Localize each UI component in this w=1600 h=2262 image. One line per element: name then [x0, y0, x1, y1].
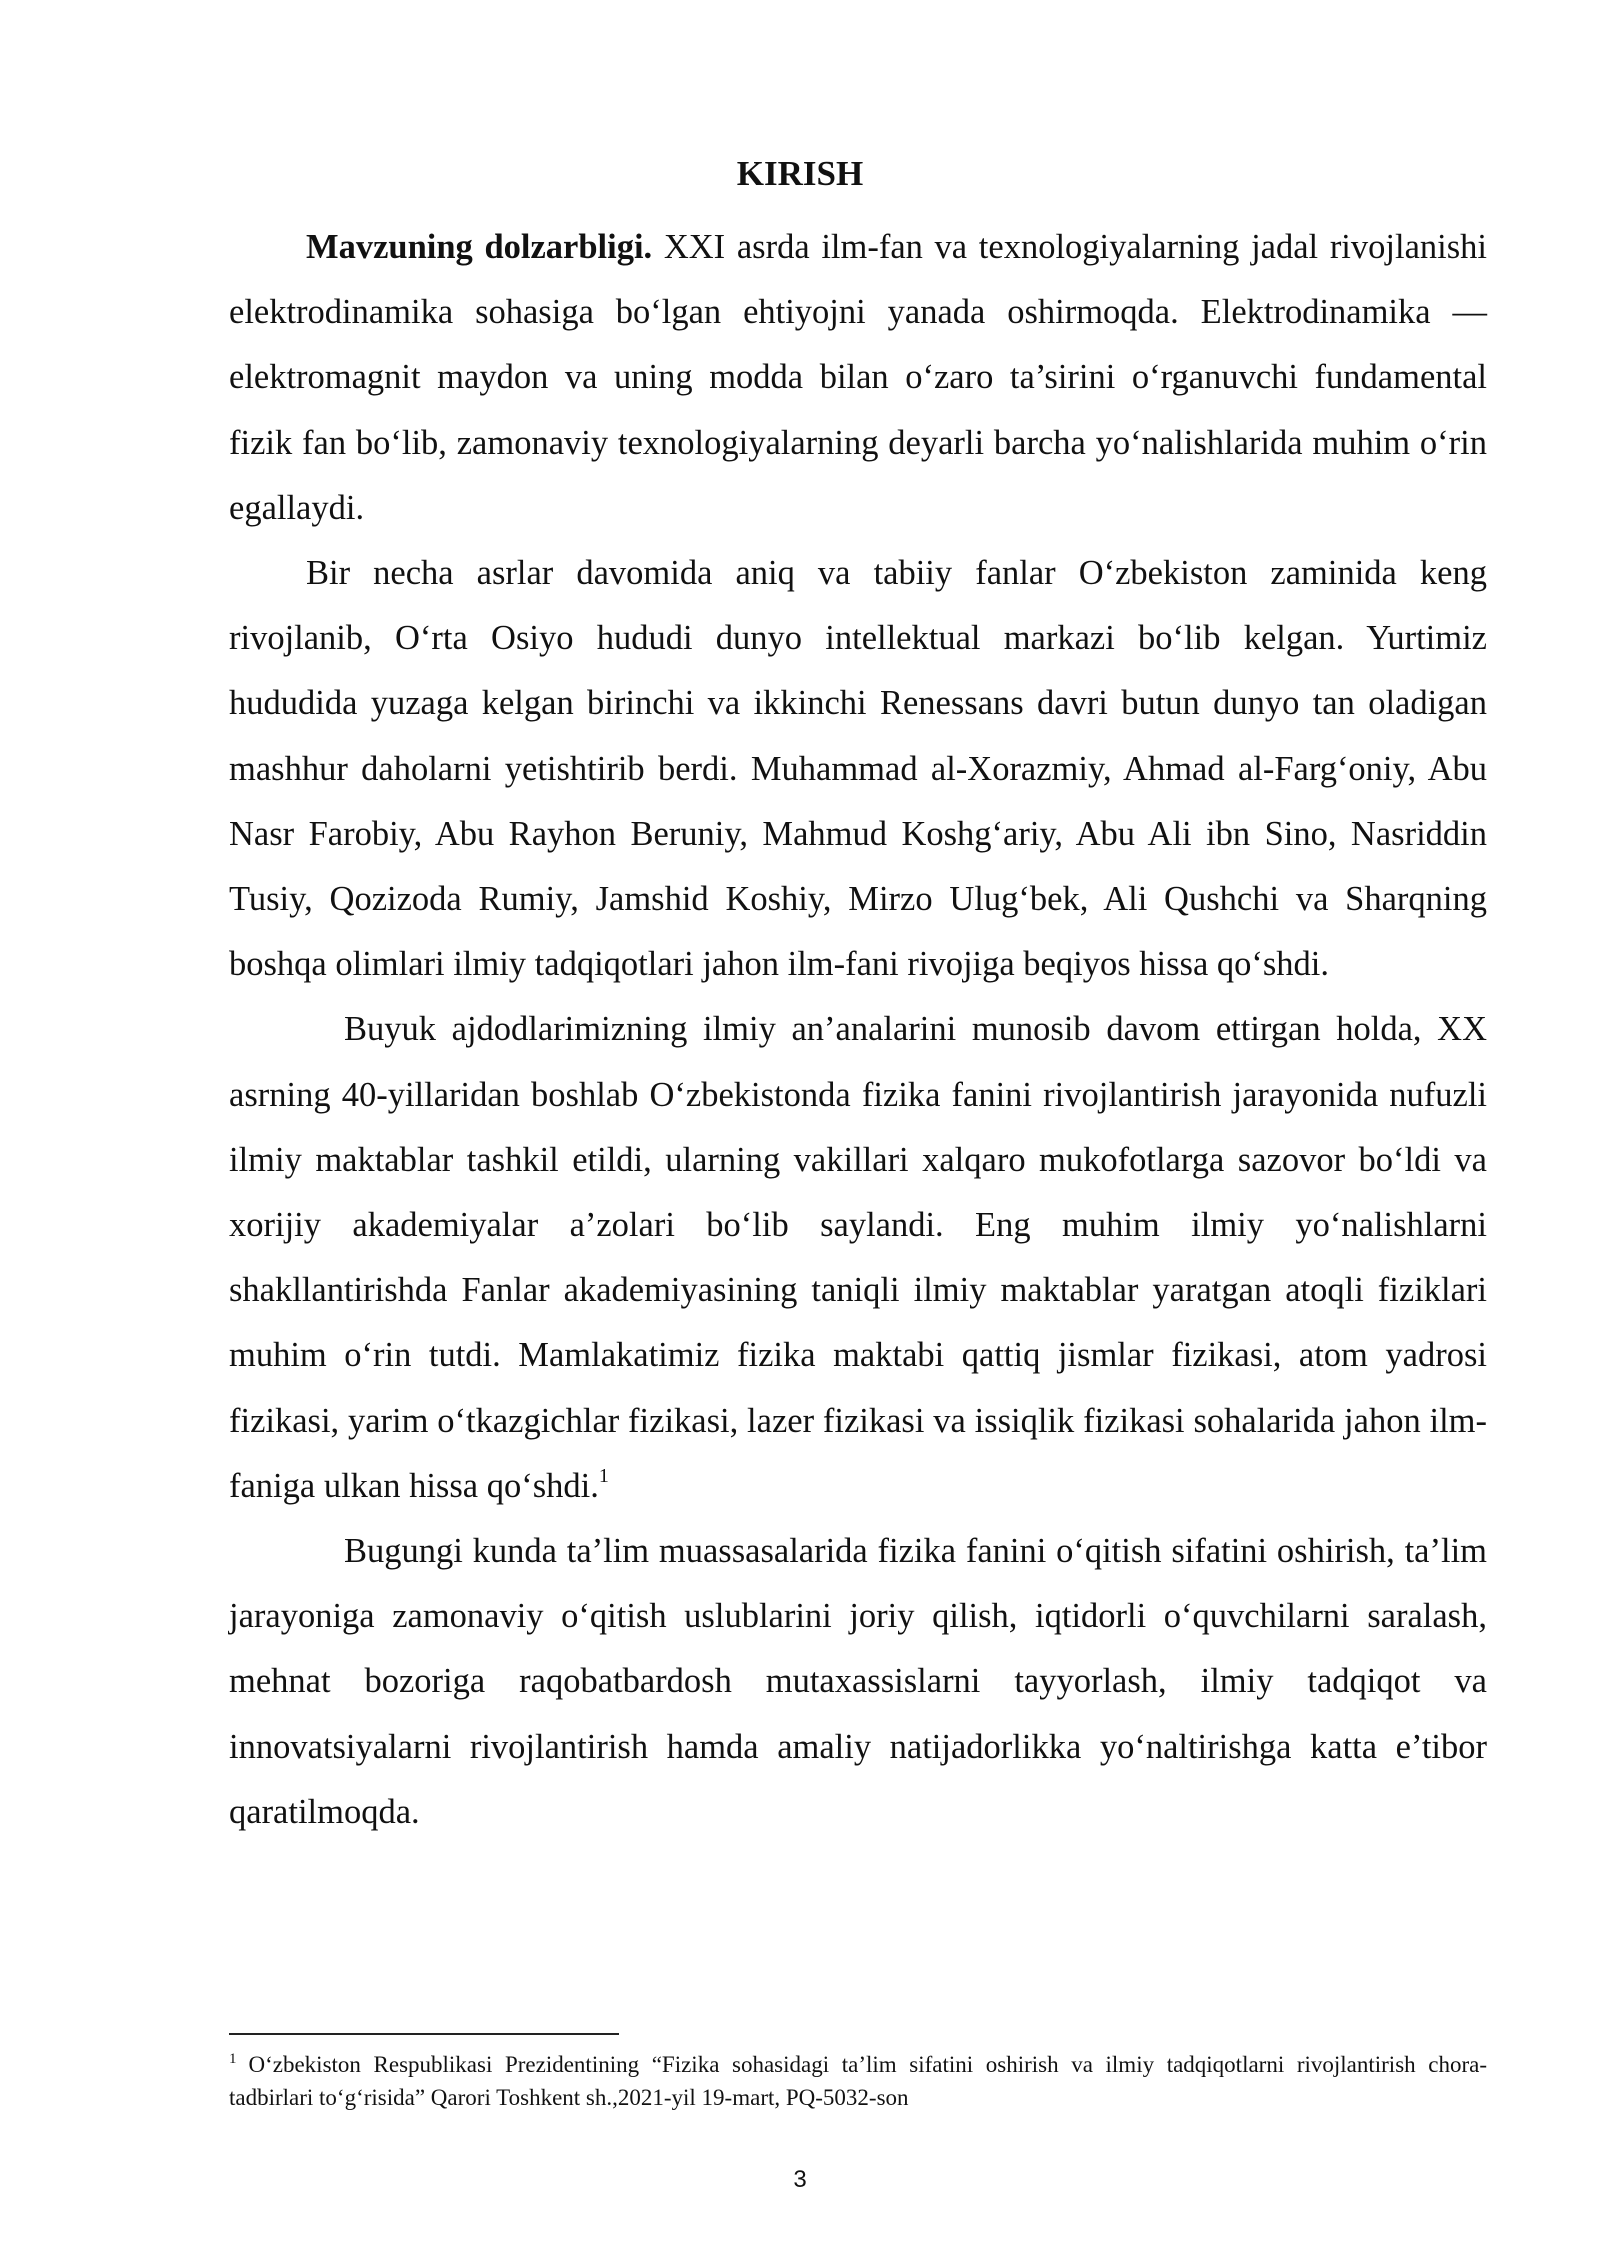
paragraph-lead-title: Mavzuning dolzarbligi. — [306, 228, 653, 266]
paragraph-physics-schools-text: Buyuk ajdodlarimizning ilmiy an’analarini munosib davom ettirgan holda, XX asrning 40-yillaridan boshlab O‘zbekistonda fizika fanini rivojlantirish jarayonida nufuzli ilmiy maktablar tashkil etildi, ularning vakillari xalqaro mukofotlarga sazovor bo‘ldi va xorijiy akademiyalar a’zolari bo‘lib saylandi. Eng muhim ilmiy yo‘nalishlarni shakllantirishda Fanlar akademiyasining taniqli ilmiy maktablar yaratgan atoqli fiziklari muhim o‘rin tutdi. Mamlakatimiz fizika maktabi qattiq jismlar fizikasi, atom yadrosi fizikasi, yarim o‘tkazgichlar fizikasi, lazer fizikasi va issiqlik fizikasi sohalarida jahon ilm-faniga ulkan hissa qo‘shdi. — [229, 1010, 1487, 1505]
body-text — [229, 215, 1487, 1845]
page-number: 3 — [793, 2166, 807, 2193]
footnote-divider — [229, 2033, 619, 2035]
paragraph-relevance-text: XXI asrda ilm-fan va texnologiyalarning jadal rivojlanishi elektrodinamika sohasiga bo‘lgan ehtiyojni yanada oshirmoqda. Elektrodinamika — elektromagnit maydon va uning modda bilan o‘zaro ta’sirini o‘rganuvchi fundamental fizik fan bo‘lib, zamonaviy texnologiyalarning deyarli barcha yo‘nalishlarida muhim o‘rin egallaydi. — [229, 228, 1487, 527]
paragraph-physics-schools — [229, 997, 1487, 1519]
footnote-marker: 1 — [229, 2051, 237, 2067]
footnote — [229, 2048, 1487, 2114]
paragraph-history: Bir necha asrlar davomida aniq va tabiiy fanlar O‘zbekiston zaminida keng rivojlanib, O‘rta Osiyo hududi dunyo intellektual markazi bo‘lib kelgan. Yurtimiz hududida yuzaga kelgan birinchi va ikkinchi Renessans davri butun dunyo tan oladigan mashhur daholarni yetishtirib berdi. Muhammad al-Xorazmiy, Ahmad al-Farg‘oniy, Abu Nasr Farobiy, Abu Rayhon Beruniy, Mahmud Koshg‘ariy, Abu Ali ibn Sino, Nasriddin Tusiy, Qozizoda Rumiy, Jamshid Koshiy, Mirzo Ulug‘bek, Ali Qushchi va Sharqning boshqa olimlari ilmiy tadqiqotlari jahon ilm-fani rivojiga beqiyos hissa qo‘shdi. — [229, 554, 1487, 984]
footnote-text: O‘zbekiston Respublikasi Prezidentining “Fizika sohasidagi ta’lim sifatini oshirish va ilmiy tadqiqotlarni rivojlantirish chora-tadbirlari to‘g‘risida” Qarori Toshkent sh.,2021-yil 19-mart, PQ-5032-son — [229, 2052, 1487, 2110]
footnote-reference[interactable]: 1 — [598, 1464, 609, 1487]
section-heading: KIRISH — [736, 154, 864, 193]
paragraph-education-today: Bugungi kunda ta’lim muassasalarida fizika fanini o‘qitish sifatini oshirish, ta’lim jarayoniga zamonaviy o‘qitish uslublarini joriy qilish, iqtidorli o‘quvchilarni saralash, mehnat bozoriga raqobatbardosh mutaxassislarni tayyorlash, ilmiy tadqiqot va innovatsiyalarni rivojlantirish hamda amaliy natijadorlikka yo‘naltirishga katta e’tibor qaratilmoqda. — [229, 1532, 1487, 1831]
paragraph-relevance — [229, 215, 1487, 541]
